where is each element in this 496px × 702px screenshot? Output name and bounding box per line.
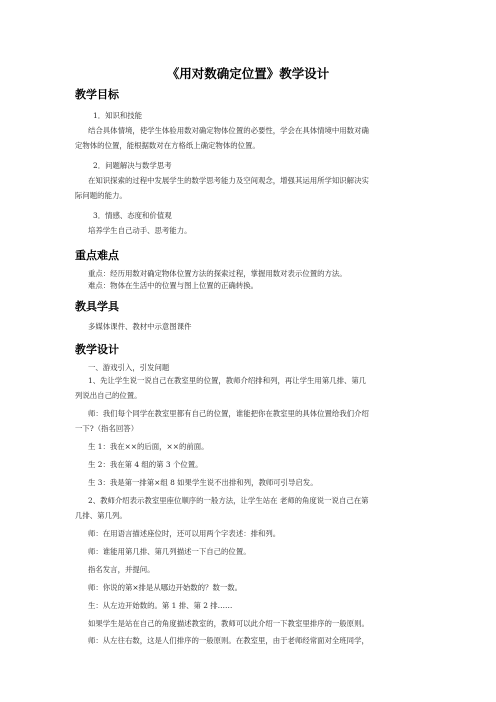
page-title: 《用对数确定位置》教学设计: [166, 66, 330, 81]
key-line-1: 重点：经历用数对确定物体位置方法的探索过程，掌握用数对表示位置的方法。: [88, 269, 347, 278]
teacher-line-3: 师：谁能用第几排、第几列描述一下自己的位置。: [88, 547, 251, 556]
design-step-2-line2: 几排、第几列。: [75, 511, 127, 520]
goal-3-text: 培养学生自己动手、思考能力。: [88, 226, 192, 235]
student-line-3: 生 3：我是第一排第×组 8 如果学生说不出排和列，教师可引导启发。: [88, 478, 318, 487]
teacher-line-1b: 一下?（指名回答）: [75, 424, 139, 433]
design-step-1: 一、游戏引入，引发问题: [88, 363, 170, 372]
design-step-2-line1: 2、教师介绍表示教室里座位顺序的一般方法，让学生站在 老师的角度说一说自己在第: [88, 496, 369, 505]
section-heading-tools: 教具学具: [75, 300, 119, 313]
design-step-1a-line1: 1、先让学生说一说自己在教室里的位置，教师介绍排和列，再让学生用第几排、第几: [88, 376, 367, 385]
key-line-2: 难点：物体在生活中的位置与图上位置的正确转换。: [88, 281, 258, 290]
student-line-4: 生：从左边开始数的。第 1 排、第 2 排……: [88, 601, 233, 610]
student-line-1: 生 1：我在××的后面，××的前面。: [88, 442, 209, 451]
section-heading-key: 重点难点: [75, 249, 119, 262]
goal-1-label: 1．知识和技能: [93, 111, 143, 120]
tools-line-1: 多媒体课件、教材中示意图课件: [88, 322, 192, 331]
design-step-1a-line2: 列说出自己的位置。: [75, 391, 142, 400]
teacher-line-4: 指名发言，并提问。: [88, 565, 155, 574]
goal-2-text-line1: 在知识探索的过程中发展学生的数学思考能力及空间观念，增强其运用所学知识解决实: [88, 176, 369, 185]
teacher-line-2: 师：在用语言描述座位时，还可以用两个字表述：排和列。: [88, 529, 281, 538]
goal-3-label: 3．情感、态度和价值观: [93, 211, 172, 220]
section-heading-design: 教学设计: [75, 343, 119, 356]
goal-2-label: 2．问题解决与数学思考: [93, 161, 172, 170]
teacher-line-6: 如果学生是站在自己的角度描述教室的，教师可以此介绍一下教室里排序的一般原则。: [88, 619, 369, 628]
teacher-line-7: 师：从左往右数，这是人们排序的一般原则。在教室里，由于老师经常面对全班同学，: [88, 636, 369, 645]
goal-2-text-line2: 际问题的能力。: [75, 191, 127, 200]
teacher-line-5: 师：你说的第×排是从哪边开始数的？数一数。: [88, 583, 243, 592]
section-heading-goals: 教学目标: [75, 88, 119, 101]
goal-1-text-line2: 定物体的位置，能根据数对在方格纸上确定物体的位置。: [75, 141, 260, 150]
teacher-line-1a: 师：我们每个同学在教室里都有自己的位置，谁能把你在教室里的具体位置给我们介绍: [88, 409, 369, 418]
goal-1-text-line1: 结合具体情境，使学生体验用数对确定物体位置的必要性，学会在具体情境中用数对确: [88, 126, 369, 135]
student-line-2: 生 2：我在第 4 组的第 3 个位置。: [88, 460, 203, 469]
